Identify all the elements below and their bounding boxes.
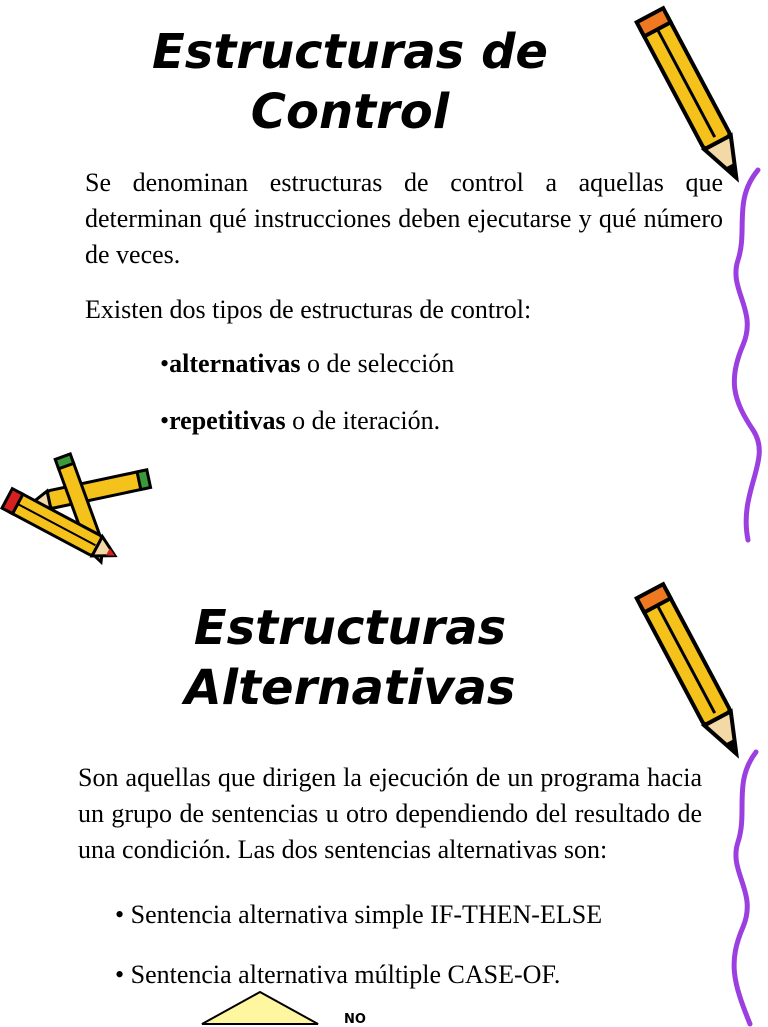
bullet-if-then-else xyxy=(115,897,602,933)
bullet-marker: • xyxy=(160,349,170,378)
title-line-1: Estructuras de xyxy=(152,24,548,80)
bullet-rest: o de selección xyxy=(300,349,455,378)
slide-title xyxy=(0,598,700,718)
types-paragraph: Existen dos tipos de estructuras de control: xyxy=(85,295,532,324)
title-line-2: Alternativas xyxy=(184,660,516,716)
crossed-pencils-icon xyxy=(0,460,160,570)
squiggle-line xyxy=(728,752,768,1024)
bullet-bold-term: repetitivas xyxy=(169,406,286,435)
slide-title xyxy=(0,22,700,142)
bullet-bold-term: alternativas xyxy=(169,349,301,378)
bullet-marker: • xyxy=(115,900,125,929)
bullet-case-of xyxy=(115,957,560,993)
title-line-1: Estructuras xyxy=(193,600,507,656)
title-line-2: Control xyxy=(250,84,450,140)
bullet-text: Sentencia alternativa simple IF-THEN-ELSE xyxy=(124,900,603,929)
squiggle-line xyxy=(728,170,768,540)
bullet-marker: • xyxy=(160,406,170,435)
pencil-icon xyxy=(640,576,750,776)
bullet-alternativas xyxy=(160,346,454,382)
description-paragraph: Son aquellas que dirigen la ejecución de un programa hacia un grupo de sentencias u otro dependiendo del resultado de una condición. Las dos sentencias alternativas son: xyxy=(78,763,702,864)
bullet-repetitivas xyxy=(160,403,440,439)
bullet-rest: o de iteración. xyxy=(285,406,441,435)
bullet-text: Sentencia alternativa múltiple CASE-OF. xyxy=(124,960,561,989)
slide-estructuras-alternativas xyxy=(0,576,768,1027)
bullet-marker: • xyxy=(115,960,125,989)
diagram-label-no: NO xyxy=(344,1012,366,1027)
decision-diamond xyxy=(200,990,320,1024)
intro-paragraph: Se denominan estructuras de control a aquellas que determinan qué instrucciones deben ejecutarse y qué número de veces. xyxy=(85,168,723,269)
